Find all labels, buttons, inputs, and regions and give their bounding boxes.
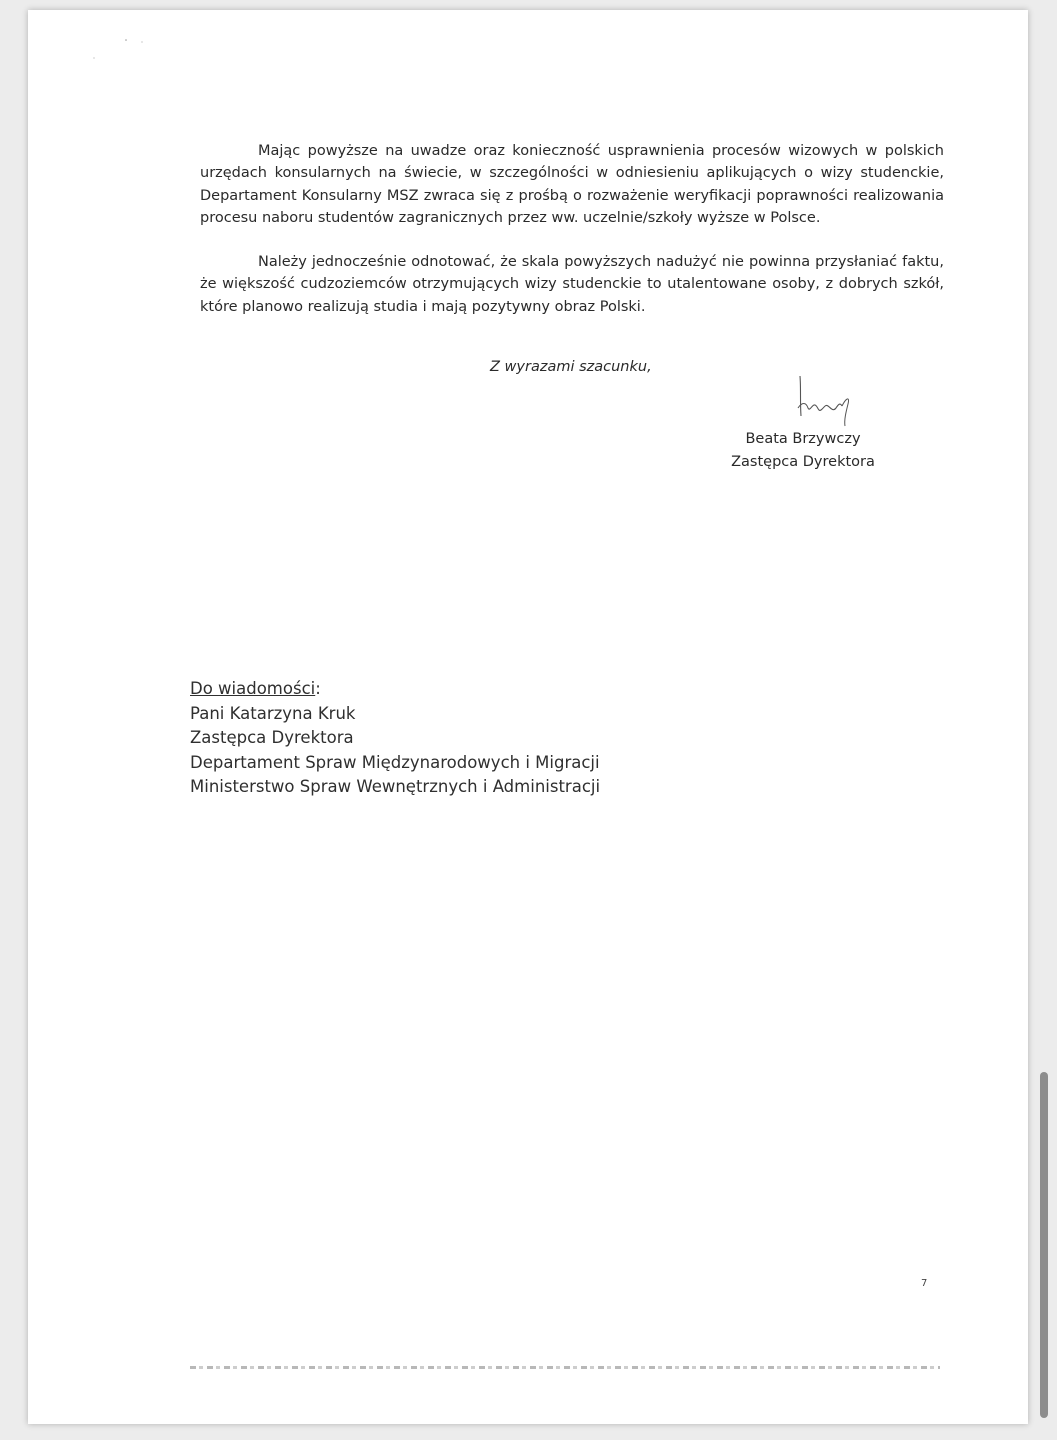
scrollbar-thumb[interactable] — [1040, 1072, 1048, 1418]
cc-line-1: Pani Katarzyna Kruk — [190, 703, 356, 723]
paragraph-2-text: Należy jednocześnie odnotować, że skala powyższych nadużyć nie powinna przysłaniać faktu, że większość cudzoziemców otrzymujących wizy studenckie to utalentowane osoby, z dobrych szkół, które planowo realizują studia i mają pozytywny obraz Polski. — [200, 254, 944, 315]
handwritten-signature — [788, 368, 858, 428]
footer-faded-line — [190, 1366, 940, 1369]
page-number: 7 — [921, 1278, 928, 1289]
paragraph-1-text: Mając powyższe na uwadze oraz konieczność usprawnienia procesów wizowych w polskich urzędach konsularnych na świecie, w szczególności w odniesieniu aplikujących o wizy studenckie, Departament Konsularny MSZ zwraca się z prośbą o rozważenie weryfikacji poprawności realizowania procesu naboru studentów zagranicznych przez ww. uczelnie/szkoły wyższe w Polsce. — [200, 143, 944, 227]
cc-heading-row — [190, 677, 600, 702]
signer-name: Beata Brzywczy — [745, 431, 861, 447]
paragraph-2 — [200, 251, 944, 318]
scan-specks — [92, 36, 162, 76]
cc-heading: Do wiadomości — [190, 679, 316, 698]
paragraph-1 — [200, 140, 944, 230]
cc-heading-colon: : — [315, 679, 321, 698]
signer-title: Zastępca Dyrektora — [731, 453, 875, 470]
cc-line-2: Zastępca Dyrektora — [190, 728, 354, 747]
closing-salutation: Z wyrazami szacunku, — [490, 359, 652, 375]
cc-line-4: Ministerstwo Spraw Wewnętrznych i Administracji — [190, 777, 601, 796]
cc-line-3: Departament Spraw Międzynarodowych i Migracji — [190, 752, 600, 772]
signer-block — [728, 428, 878, 473]
cc-block — [190, 677, 600, 800]
document-page — [28, 10, 1028, 1424]
